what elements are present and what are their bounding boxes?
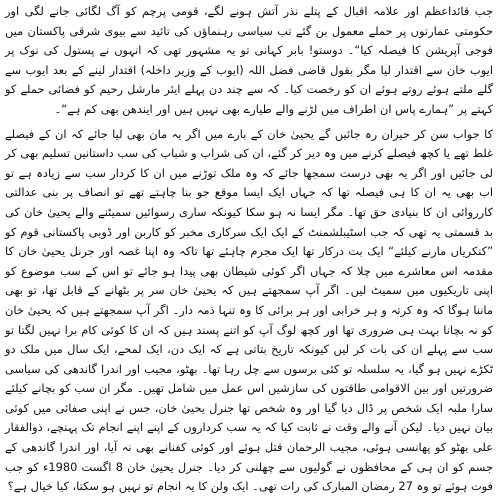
article-paragraph-1: جب قائداعظم اور علامہ اقبال کے پتلے نذر آتش ہونے لگے، قومی پرچم کو آگ لگائی جانے لگی اور حکومتی عمارتوں پر حملے معمول بن گئے تب سیاسی رہنماؤں کی تائید سے بیوی شرقی پاکستان میں فوجی آپریشن کا فیصلہ کیا“۔ دوستو! بابر کہانی تو یہ مشہور تھی کہ انہوں نے پستول کی نوک پر ایوب خان سے اقتدار لیا مگر بقول قاضی فضل اللہ (ایوب کے وزیر داخلہ) اقتدار لینے کے بعد ایوب سے گلے ملتے ہوئے روتے ہوئے ان کو رخصت کیا۔ کہ سے چند دن پہلے ایئر مارشل رحیم کو فضائی حملے کو کہتے پر ”ہمارے پاس ان اطراف میں لڑنے والے طیارے بھی نہیں ہیں اور ایندھن بھی کم ہے“۔: [5, 4, 493, 116]
article-paragraph-2: کا جواب سن کر حیران رہ جائیں گے یحییٰ خان کے بارے میں اگر یہ مان بھی لیا جائے کہ ان کے فیصلے غلط تھے یا کچھ فیصلے کرنے میں وہ دیر کر گئے، ان کی شراب و شباب کی سب داستانیں تسلیم بھی کر لی جائیں اور اگر یہ بھی درست سمجھا جائے کہ وہ ملک توڑنے میں ان کا کردار سب سے زیادہ ہے تو اب بھی یہ ان کا ہی فیصلہ تھا کہ جہاں ایک ایسا موقع جو بنا چاہتے تھے تو انصاف پر بنی عدالتی کارروائی ان کا بنیادی حق تھا۔ مگر ایسا نہ ہو سکا کیونکہ ساری رسوائیں سمیٹنے والے یحییٰ خان کی بد قسمتی یہ تھی کہ جب اسٹیبلشمنٹ کے ایک ایک سرکاری مخبر کو کاربن اور ڈوبی پاکستانی قوم کو ”کنکریاں مارنے کیلئے“ ایک بت درکار تھا ایک مجرم چاہئے تھا تاکہ وہ اپنا غصہ اور جرنل یحییٰ خان کا مقدمہ اس معاشرے میں چلا کہ جہاں اگر کوئی شیطان بھی پیدا ہو جائے تو اس کے سب موضوع کو اپنی تاریکیوں میں سمیٹ لیں۔ اگر آپ سمجھتے ہیں کہ یحییٰ خان سر پر بٹھانے کے قابل تھا، تو بھی ماننا ہوگا کہ وہ کرتہ و ہر خرابی اور ہر برائی کا وہ تنہا ذمہ دار۔ اگر آپ سمجھتے ہیں کہ یحییٰ خان کو نہ بچانا بہت ہی ضروری تھا اور کچھ لوگ آپ کو اتنے پسند ہیں کہ ان کا کوئی کام برا نہیں لگتا تو سب سے پہلے ان کی بات کر لیں کیونکہ تاریخ بتاتی ہے کہ ایک دن، ایک لمحے، ایک سال میں ملک دو ٹکڑے نہیں ہو گیا، یہ سلسلہ تو کئی برسوں سے چل رہا تھا۔ بھٹو، مجیب اور اندرا گاندھی کی سیاسی ضرورتیں اور بین الاقوامی طاقتوں کی سازشیں اس عمل میں شامل تھیں۔ مگر ان سب کو بچانے کیلئے سارا ملبہ ایک شخص پر ڈال دیا گیا اور وہ شخص تھا جنرل یحییٰ خان، جس نے اپنی صفائی میں کوئی بیان نہیں دیا۔ لیکن آنے والے وقت نے ثابت کیا کہ یہ سب کرداروں کے اپنے اپنے انجام تک پہنچے، ذوالفقار علی بھٹو کو پھانسی ہوئی، مجیب الرحمان قتل ہوئے اور کوئی کفنانے بھی نہ آیا، اور اندرا گاندھی کے جسم کو ان ہی کے محافظوں نے گولیوں سے چھلنی کر دیا۔ جنرل یحییٰ خان 8 اگست 1980ء کو جب فوت ہوئے تو وہ 27 رمضان المبارک کی رات تھی۔ ایک ولن کا یہ انجام تو نہیں ہو سکتا، کیا خیال ہے؟: [5, 126, 493, 494]
